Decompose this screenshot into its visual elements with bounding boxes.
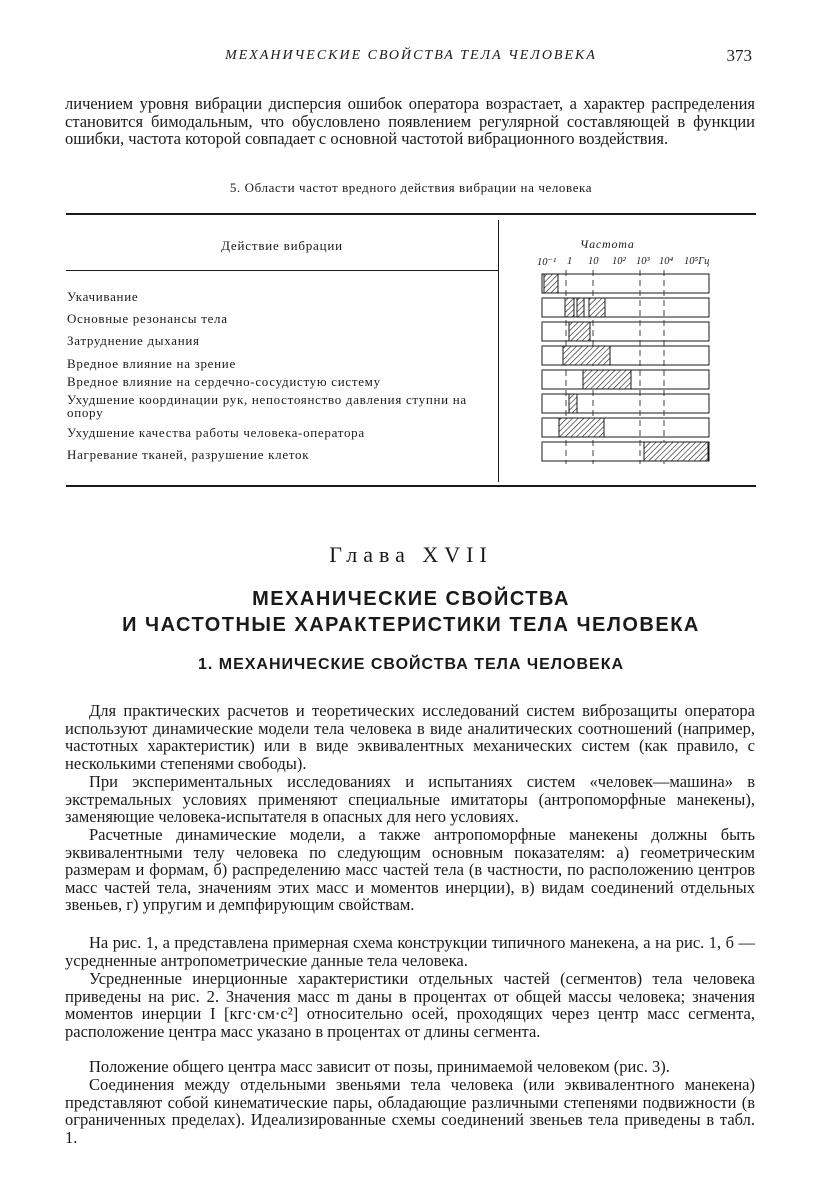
freq-tick-label: 10⁵Гц — [684, 256, 710, 267]
freq-tick-label: 1 — [567, 256, 573, 267]
table-row-label: Основные резонансы тела — [67, 311, 228, 326]
chapter-title-line-1: МЕХАНИЧЕСКИЕ СВОЙСТВА — [252, 588, 570, 610]
running-title: МЕХАНИЧЕСКИЕ СВОЙСТВА ТЕЛА ЧЕЛОВЕКА — [225, 48, 597, 63]
table-top-rule — [66, 213, 756, 215]
body-paragraph: Расчетные динамические модели, а также антропоморфные манекены должны быть эквивалентными телу человека по следующим основным показателям: а) геометрическим размерам и формам, б) распределению масс частей тела (в частности, по расположению центров масс частей тела, значениям этих масс и моментов инерции), в) видам соединений отдельных звеньев, г) упругим и демпфирующим свойствам. — [65, 825, 755, 915]
body-paragraph: На рис. 1, а представлена примерная схема конструкции типичного манекена, а на рис. 1, б — усредненные антропометрические данные тела человека. — [65, 933, 755, 970]
freq-tick-label: 10² — [612, 256, 626, 267]
intro-paragraph: личением уровня вибрации дисперсия ошибок оператора возрастает, а характер распределения становится бимодальным, что обусловлено появлением регулярной составляющей в функции ошибки, частота которой совпадает с основной частотой вибрационного воздействия. — [65, 94, 755, 149]
freq-tick-label: 10 — [588, 256, 599, 267]
body-paragraph: Для практических расчетов и теоретических исследований систем виброзащиты оператора используют динамические модели тела человека в виде аналитических соотношений (например, частотных характеристик) или в виде эквивалентных механических систем (как правило, с несколькими степенями свободы). — [65, 701, 755, 773]
freq-tick-label: 10⁻¹ — [537, 257, 557, 268]
band-hand-coordination — [569, 394, 577, 413]
band-row-frame — [542, 322, 709, 341]
freq-tick-label: 10³ — [636, 256, 650, 267]
table-row-label: Вредное влияние на зрение — [67, 356, 236, 371]
table-row-label: Ухудшение координации рук, непостоянство давления ступни на опору — [67, 392, 467, 420]
column-header-action: Действие вибрации — [221, 238, 343, 253]
table-row-label: Укачивание — [67, 289, 139, 304]
table-row-label: Ухудшение качества работы человека-оператора — [67, 425, 365, 440]
band-cardiovascular — [583, 370, 631, 389]
band-body-resonance — [589, 298, 605, 317]
body-paragraph: При экспериментальных исследованиях и испытаниях систем «человек—машина» в экстремальных условиях применяют специальные имитаторы (антропоморфные манекены), заменяющие человека-испытателя в опасных для него условиях. — [65, 772, 755, 827]
band-body-resonance — [565, 298, 574, 317]
table-caption: 5. Области частот вредного действия вибрации на человека — [229, 180, 593, 195]
frequency-band-diagram — [530, 268, 720, 468]
freq-tick-label: 10⁴ — [659, 256, 674, 267]
table-row-label: Нагревание тканей, разрушение клеток — [67, 447, 310, 462]
band-operator-performance — [559, 418, 604, 437]
page-number: 373 — [726, 46, 752, 65]
band-tissue-heating — [644, 442, 708, 461]
band-vision — [563, 346, 610, 365]
table-bottom-rule — [66, 485, 756, 487]
column-header-frequency: Частота — [580, 237, 635, 251]
band-motion-sickness — [544, 274, 558, 293]
chapter-label: Глава XVII — [329, 542, 493, 567]
body-paragraph: Соединения между отдельными звеньями тела человека (или эквивалентного манекена) представляют собой кинематические пары, обладающие различными степенями подвижности (в ограниченных пределах). Идеализированные схемы соединений звеньев тела приведены в табл. 1. — [65, 1075, 755, 1147]
band-row-frame — [542, 394, 709, 413]
body-paragraph: Усредненные инерционные характеристики отдельных частей (сегментов) тела человека приведены на рис. 2. Значения масс m даны в процентах от общей массы человека; значения моментов инерции I [кгс·см·с²] относительно осей, проходящих через центр масс сегмента, расположение центра масс указано в процентах от длины сегмента. — [65, 969, 755, 1041]
section-title: 1. МЕХАНИЧЕСКИЕ СВОЙСТВА ТЕЛА ЧЕЛОВЕКА — [197, 656, 625, 673]
chapter-title-line-2: И ЧАСТОТНЫЕ ХАРАКТЕРИСТИКИ ТЕЛА ЧЕЛОВЕКА — [122, 614, 700, 636]
band-breathing — [569, 322, 590, 341]
table-row-label: Вредное влияние на сердечно-сосудистую систему — [67, 374, 381, 389]
band-body-resonance — [577, 298, 584, 317]
body-paragraph: Положение общего центра масс зависит от позы, принимаемой человеком (рис. 3). — [89, 1057, 670, 1076]
table-row-label: Затруднение дыхания — [67, 333, 200, 348]
band-row-frame — [542, 274, 709, 293]
table-column-divider — [498, 220, 499, 482]
table-header-rule — [66, 270, 498, 271]
